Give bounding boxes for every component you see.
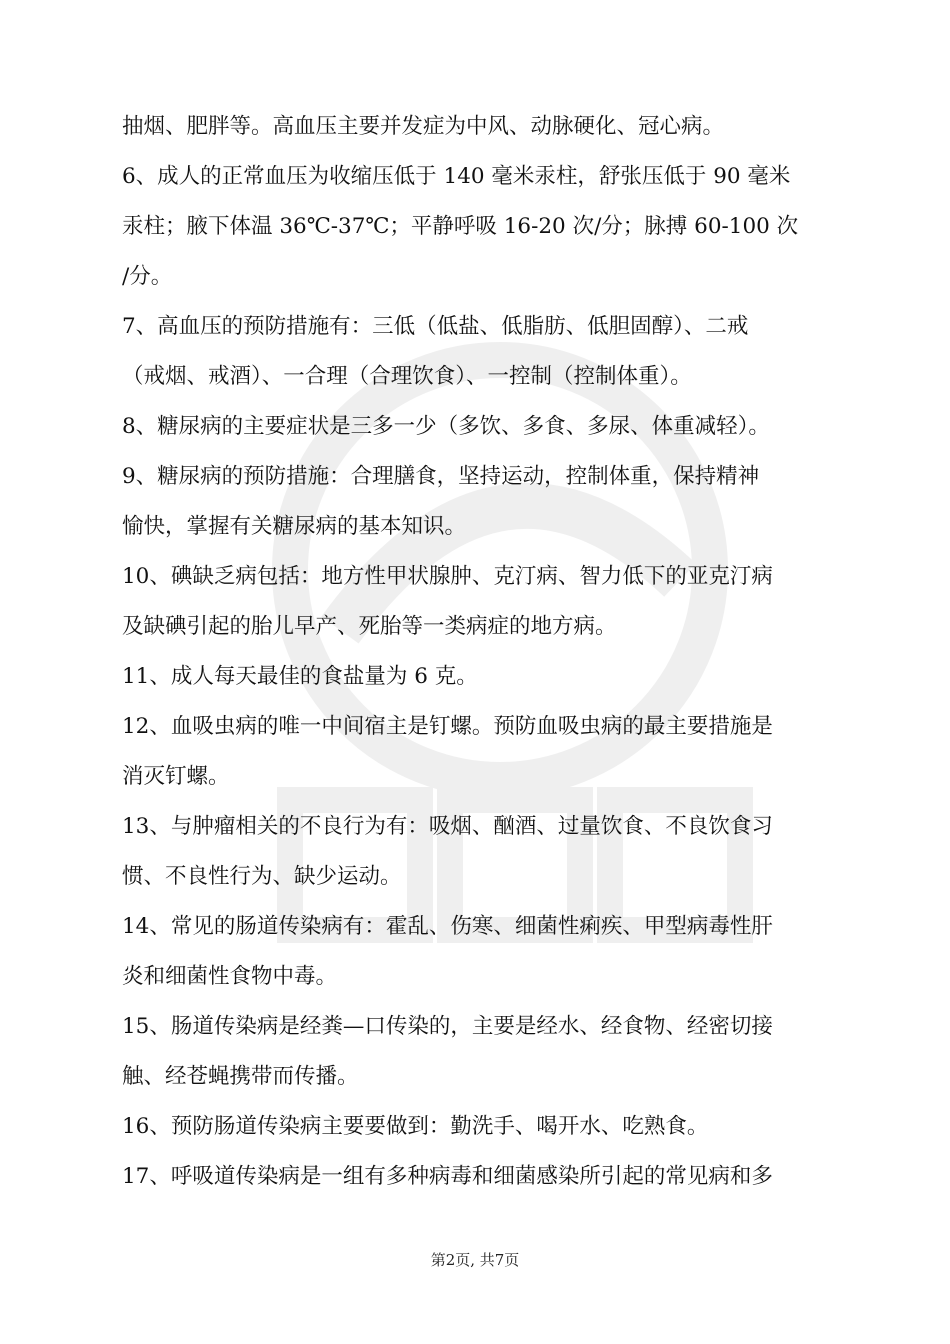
text-line: 及缺碘引起的胎儿早产、死胎等一类病症的地方病。 — [122, 614, 617, 639]
text-line: 14、常见的肠道传染病有：霍乱、伤寒、细菌性痢疾、甲型病毒性肝 — [122, 914, 773, 939]
text-line: 炎和细菌性食物中毒。 — [122, 964, 338, 989]
text-line: 惯、不良性行为、缺少运动。 — [122, 864, 402, 889]
text-line: 抽烟、肥胖等。高血压主要并发症为中风、动脉硬化、冠心病。 — [122, 114, 725, 139]
text-line: 16、预防肠道传染病主要要做到：勤洗手、喝开水、吃熟食。 — [122, 1114, 709, 1139]
page-footer: 第2页, 共7页 — [430, 1251, 520, 1269]
text-line: 愉快，掌握有关糖尿病的基本知识。 — [122, 514, 467, 539]
text-line: 6、成人的正常血压为收缩压低于 140 毫米汞柱，舒张压低于 90 毫米 — [122, 164, 791, 189]
text-line: 10、碘缺乏病包括：地方性甲状腺肿、克汀病、智力低下的亚克汀病 — [122, 564, 773, 589]
text-line: （戒烟、戒酒）、一合理（合理饮食）、一控制（控制体重）。 — [122, 364, 692, 389]
text-line: 汞柱；腋下体温 36℃-37℃；平静呼吸 16-20 次/分；脉搏 60-100 次 — [122, 214, 799, 239]
text-line: 消灭钉螺。 — [122, 764, 230, 789]
text-line: 7、高血压的预防措施有：三低（低盐、低脂肪、低胆固醇）、二戒 — [122, 314, 749, 339]
text-line: 11、成人每天最佳的食盐量为 6 克。 — [122, 664, 478, 689]
text-line: 触、经苍蝇携带而传播。 — [122, 1064, 359, 1089]
text-line: 9、糖尿病的预防措施：合理膳食，坚持运动，控制体重，保持精神 — [122, 464, 760, 489]
text-line: 8、糖尿病的主要症状是三多一少（多饮、多食、多尿、体重减轻）。 — [122, 414, 770, 439]
text-line: 15、肠道传染病是经粪—口传染的，主要是经水、经食物、经密切接 — [122, 1014, 773, 1039]
body-text — [122, 102, 822, 1202]
text-line: /分。 — [122, 264, 173, 289]
text-line: 17、呼吸道传染病是一组有多种病毒和细菌感染所引起的常见病和多 — [122, 1164, 773, 1189]
text-line: 12、血吸虫病的唯一中间宿主是钉螺。预防血吸虫病的最主要措施是 — [122, 714, 773, 739]
text-line: 13、与肿瘤相关的不良行为有：吸烟、酗酒、过量饮食、不良饮食习 — [122, 814, 773, 839]
